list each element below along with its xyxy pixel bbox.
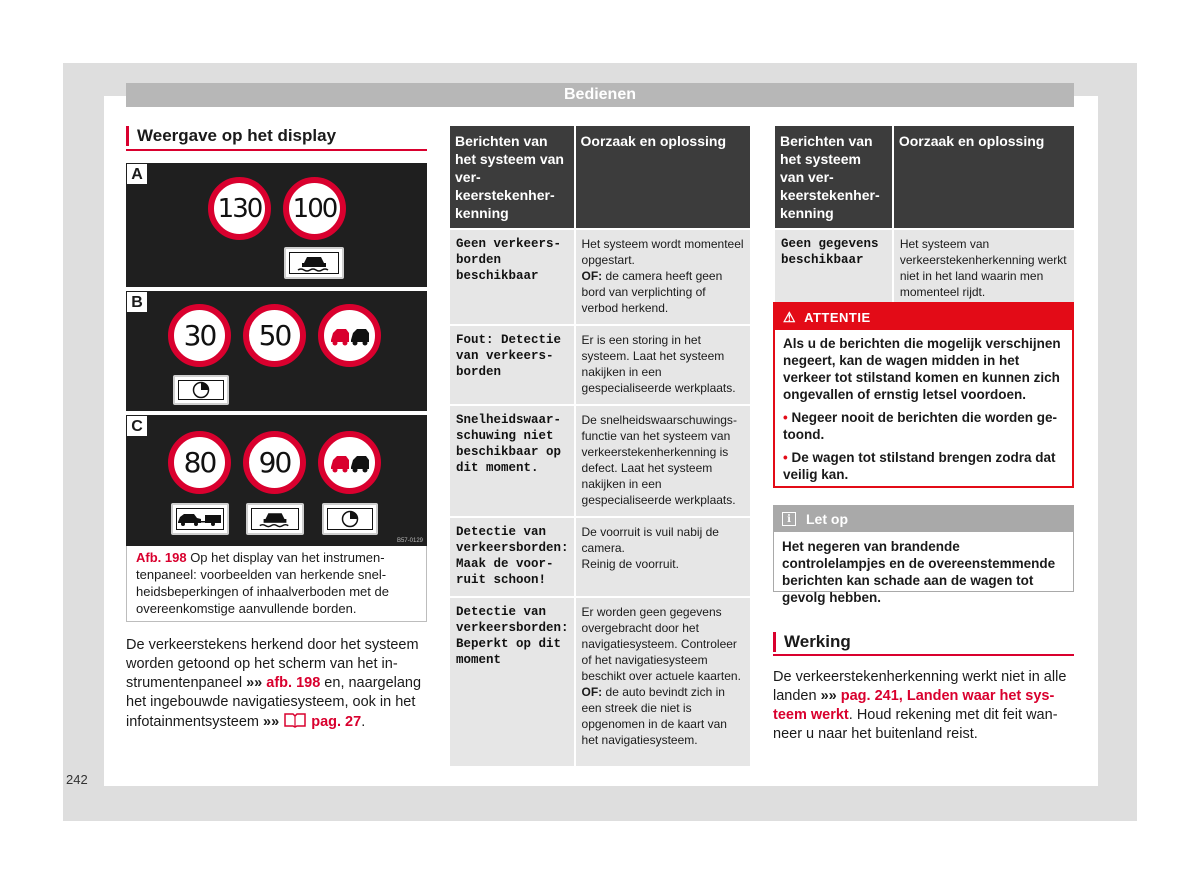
solution-cell: Het systeem van verkeerstekenherkenning werkt niet in het land waarin men momenteel rijdt.: [894, 228, 1074, 308]
table-header: Berichten van het systeem van verkeerstekenherkenning: [450, 126, 574, 228]
speed-limit-sign: 130: [208, 177, 271, 240]
no-overtaking-icon: [329, 451, 371, 475]
message-cell: Geen gegevens beschikbaar: [775, 228, 892, 308]
attention-bullet: • De wagen tot stilstand brengen zodra dat veilig kan.: [783, 450, 1056, 482]
note-header: [774, 506, 1073, 532]
paragraph-text: De verkeerstekens herkend door het systeem worden getoond op het scherm van het instrumentenpaneel: [126, 637, 419, 691]
table-header: Oorzaak en oplossing: [894, 126, 1074, 228]
message-cell: Geen verkeersborden beschikbaar: [450, 228, 574, 324]
chapter-header: Bedienen: [126, 83, 1074, 107]
section-title-display: Weergave op het display: [126, 126, 336, 146]
bullet-icon: •: [783, 410, 788, 425]
solution-cell: De snelheidswaarschuwingsfunctie van het systeem van verkeerstekenherkenning is defect. Laat het systeem nakijken in een gespecialiseerde werkplaats.: [576, 404, 750, 516]
paragraph-text: en, naargelang het ingebouwde navigatiesysteem, ook in het infotainmentsysteem: [126, 675, 422, 730]
figure-caption: [126, 546, 427, 622]
message-cell: Detectie van verkeersborden: Maak de voorruit schoon!: [450, 516, 574, 596]
navigation-icon: [341, 510, 359, 528]
no-overtaking-icon: [329, 324, 371, 348]
figure-198: [126, 163, 427, 546]
attention-title: ATTENTIE: [804, 309, 871, 325]
note-body: Het negeren van brandende controlelampjes en de overeenstemmende berichten kan schade aan de wagen tot gevolg hebben.: [782, 539, 1056, 605]
messages-table-right: [773, 126, 1076, 308]
attention-box: [773, 302, 1074, 488]
message-cell: Snelheidswaarschuwing niet beschikbaar op dit moment.: [450, 404, 574, 516]
panel-letter: C: [126, 415, 148, 437]
bullet-icon: •: [783, 450, 788, 465]
figure-link[interactable]: afb. 198: [262, 675, 321, 691]
solution-cell: Het systeem wordt momenteel opgestart. OF: de camera heeft geen bord van verplichting of verbod herkend.: [576, 228, 750, 324]
table-row: [450, 516, 750, 596]
message-cell: Fout: Detectie van verkeersborden: [450, 324, 574, 404]
table-row: [450, 596, 750, 766]
intro-paragraph: [126, 636, 427, 732]
message-cell: Detectie van verkeersborden: Beperkt op dit moment: [450, 596, 574, 766]
figure-panel-c: [126, 415, 427, 546]
note-title: Let op: [806, 511, 848, 527]
info-icon: i: [782, 512, 796, 526]
solution-cell: De voorruit is vuil nabij de camera. Reinig de voorruit.: [576, 516, 750, 596]
section-rule: [773, 654, 1074, 656]
table-row: [450, 324, 750, 404]
messages-table-middle: [448, 126, 752, 766]
attention-header: [775, 304, 1072, 330]
table-header: Berichten van het systeem van verkeerstekenherkenning: [775, 126, 892, 228]
trailer-plate: [171, 503, 229, 535]
solution-cell: Er worden geen gegevens overgebracht door het navigatiesysteem. Controleer of het navigatiesysteem beschikt over actuele kaarten. OF: de auto bevindt zich in een streek die niet is opgenomen in de kaart van het navigatiesysteem.: [576, 596, 750, 766]
speed-limit-sign: 30: [168, 304, 231, 367]
figure-ref[interactable]: Afb. 198: [136, 550, 187, 565]
ferry-icon: [294, 253, 334, 273]
attention-body: [775, 330, 1072, 494]
paragraph-text: .: [361, 714, 366, 730]
page-link[interactable]: pag. 241, Landen waar het systeem werkt: [773, 688, 1055, 723]
navigation-plate: [322, 503, 378, 535]
table-row: [775, 228, 1074, 308]
book-reference-icon: [283, 712, 307, 728]
figure-code: B57-0129: [396, 538, 423, 544]
table-row: [450, 404, 750, 516]
speed-limit-sign: 100: [283, 177, 346, 240]
arrows-glyph: »»: [820, 688, 837, 704]
caption-text: Op het display van het instrumentenpaneel: voorbeelden van herkende snelheidsbeperkingen of inhaalverboden met de overeenkomstige aanvullende borden.: [136, 550, 389, 616]
section-rule: [126, 149, 427, 151]
speed-limit-sign: 50: [243, 304, 306, 367]
warning-triangle-icon: ⚠: [783, 308, 797, 325]
ferry-icon: [256, 509, 294, 529]
navigation-plate: [173, 375, 229, 405]
paragraph-text: De verkeerstekenherkenning werkt niet in alle landen: [773, 669, 1067, 704]
navigation-icon: [192, 381, 210, 399]
car-with-trailer-icon: [177, 511, 223, 527]
table-row: [450, 228, 750, 324]
page-link[interactable]: pag. 27: [307, 714, 362, 730]
attention-bullet: • Negeer nooit de berichten die worden getoond.: [783, 410, 1058, 442]
paragraph-text: . Houd rekening met dit feit wanneer u naar het buitenland reist.: [773, 707, 1058, 742]
ferry-plate: [284, 247, 344, 279]
ferry-plate: [246, 503, 304, 535]
arrows-glyph: »»: [263, 714, 280, 730]
werking-paragraph: [773, 668, 1074, 744]
panel-letter: B: [126, 291, 148, 313]
section-title-werking: Werking: [773, 632, 851, 652]
no-overtaking-sign: [318, 304, 381, 367]
speed-limit-sign: 90: [243, 431, 306, 494]
attention-intro: Als u de berichten die mogelijk verschijnen negeert, kan de wagen midden in het verkeer tot stilstand komen en kunnen zich ongevallen of ernstig letsel voordoen.: [783, 336, 1061, 402]
note-box: [773, 505, 1074, 605]
panel-letter: A: [126, 163, 148, 185]
figure-panel-b: [126, 291, 427, 411]
arrows-glyph: »»: [246, 675, 263, 691]
page-number: 242: [66, 772, 88, 787]
figure-panel-a: [126, 163, 427, 287]
table-header: Oorzaak en oplossing: [576, 126, 750, 228]
speed-limit-sign: 80: [168, 431, 231, 494]
solution-cell: Er is een storing in het systeem. Laat het systeem nakijken in een gespecialiseerde werkplaats.: [576, 324, 750, 404]
no-overtaking-sign: [318, 431, 381, 494]
